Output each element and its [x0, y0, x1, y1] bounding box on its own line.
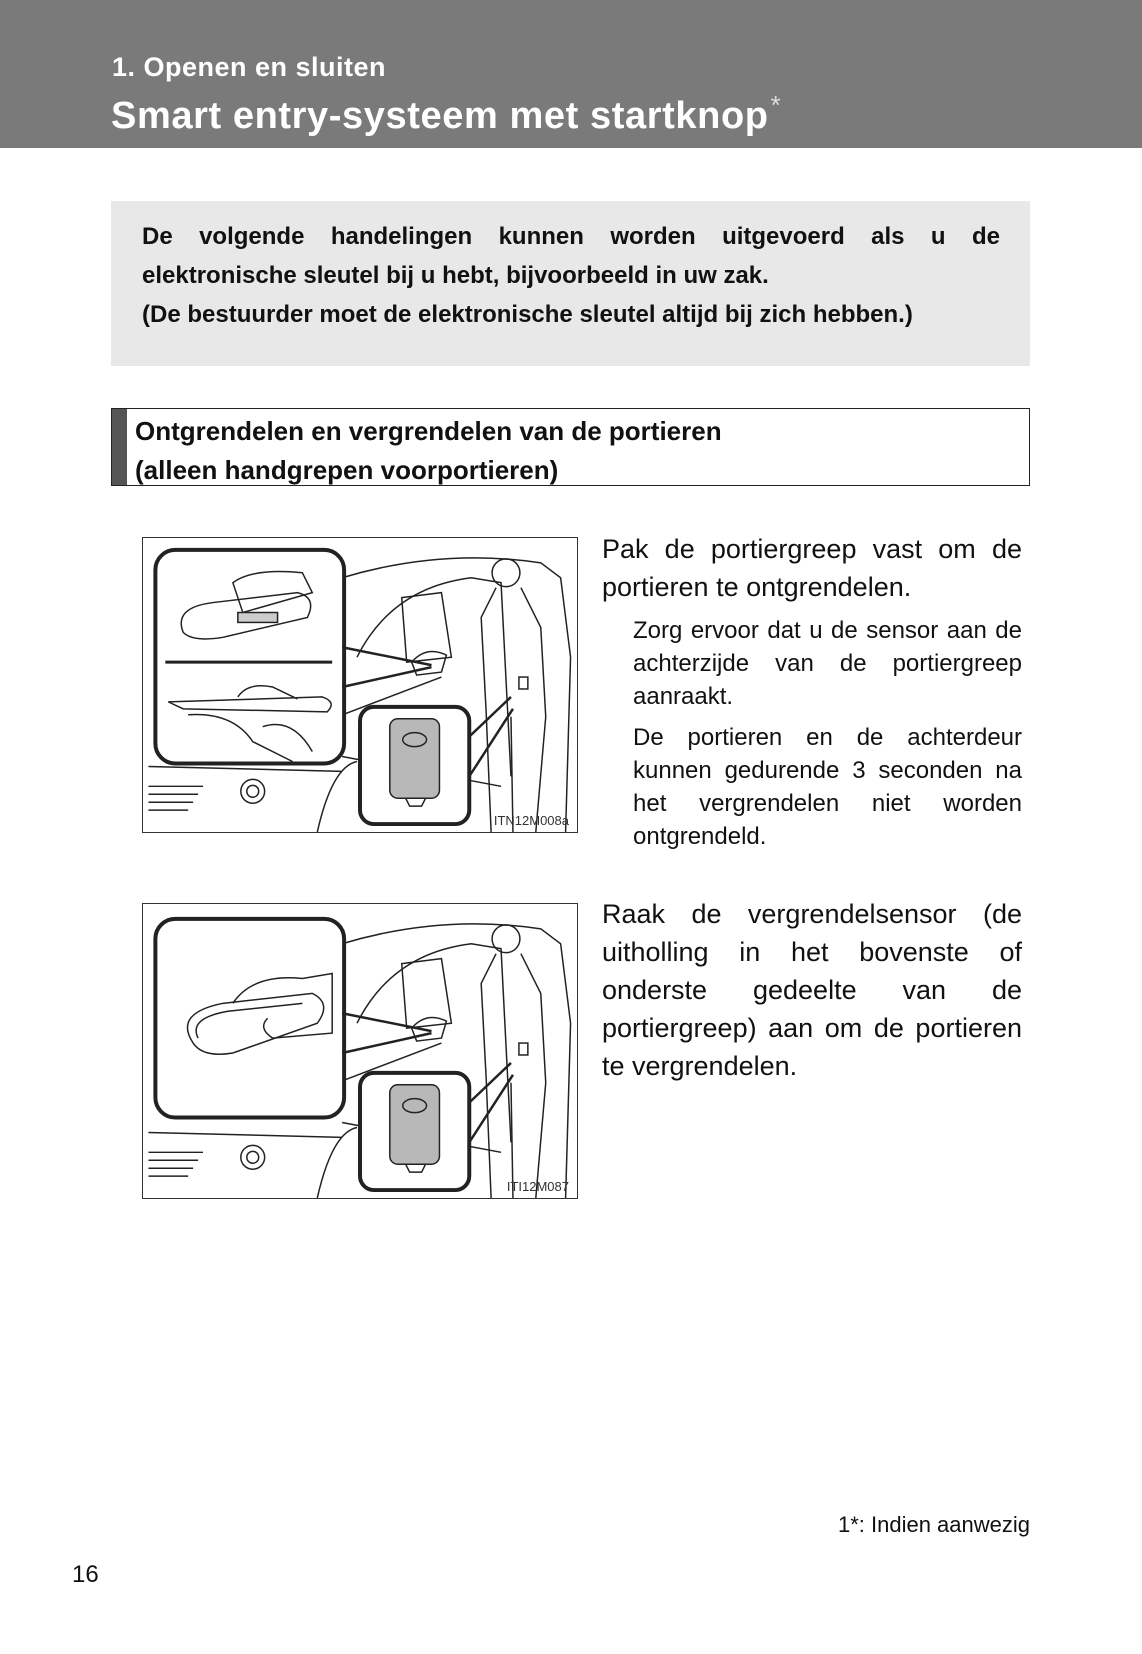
- footnote-text: : Indien aanwezig: [858, 1512, 1030, 1537]
- instruction-text: Raak de vergrendelsensor (de uitholling in het bovenste of onderste gedeelte van de portiergreep) aan om de portieren te vergrendelen.: [602, 899, 1022, 1081]
- page-number: 16: [72, 1561, 99, 1588]
- note-text: Zorg ervoor dat u de sensor aan de achterzijde van de portiergreep aanraakt.: [633, 617, 1022, 710]
- footnote: [838, 1512, 1030, 1538]
- title-text: Smart entry-systeem met startknop: [111, 95, 769, 137]
- chapter-header: [0, 0, 1142, 148]
- title-asterisk: *: [770, 90, 782, 120]
- unlock-illustration: [143, 538, 577, 832]
- instruction-text: Pak de portiergreep vast om de portieren te ontgrendelen.: [602, 534, 1022, 602]
- figure-unlock: [142, 537, 578, 833]
- lock-text: [602, 895, 1022, 1085]
- section-title-line1: Ontgrendelen en vergrendelen van de portieren: [135, 416, 722, 446]
- chapter-label: 1. Openen en sluiten: [112, 52, 387, 82]
- figure-lock: [142, 903, 578, 1199]
- page-title: [111, 90, 781, 138]
- lock-illustration: [143, 904, 577, 1198]
- section-title-line2: (alleen handgrepen voorportieren): [135, 455, 559, 485]
- intro-line: (De bestuurder moet de elektronische sleutel altijd bij zich hebben.): [142, 301, 913, 328]
- section-bar: [112, 409, 127, 485]
- intro-box: [111, 201, 1030, 366]
- note-text: De portieren en de achterdeur kunnen gedurende 3 seconden na het vergrendelen niet worden ontgrendeld.: [633, 724, 1022, 850]
- unlock-text: [602, 530, 1022, 853]
- figure-code: ITI12M087: [506, 1179, 569, 1194]
- figure-code: ITN12M008a: [493, 813, 569, 828]
- intro-line: De volgende handelingen kunnen worden uitgevoerd als u de elektronische sleutel bij u hebt, bijvoorbeeld in uw zak.: [142, 223, 1000, 289]
- section-heading: [111, 408, 1030, 486]
- footnote-mark: 1*: [837, 1512, 859, 1537]
